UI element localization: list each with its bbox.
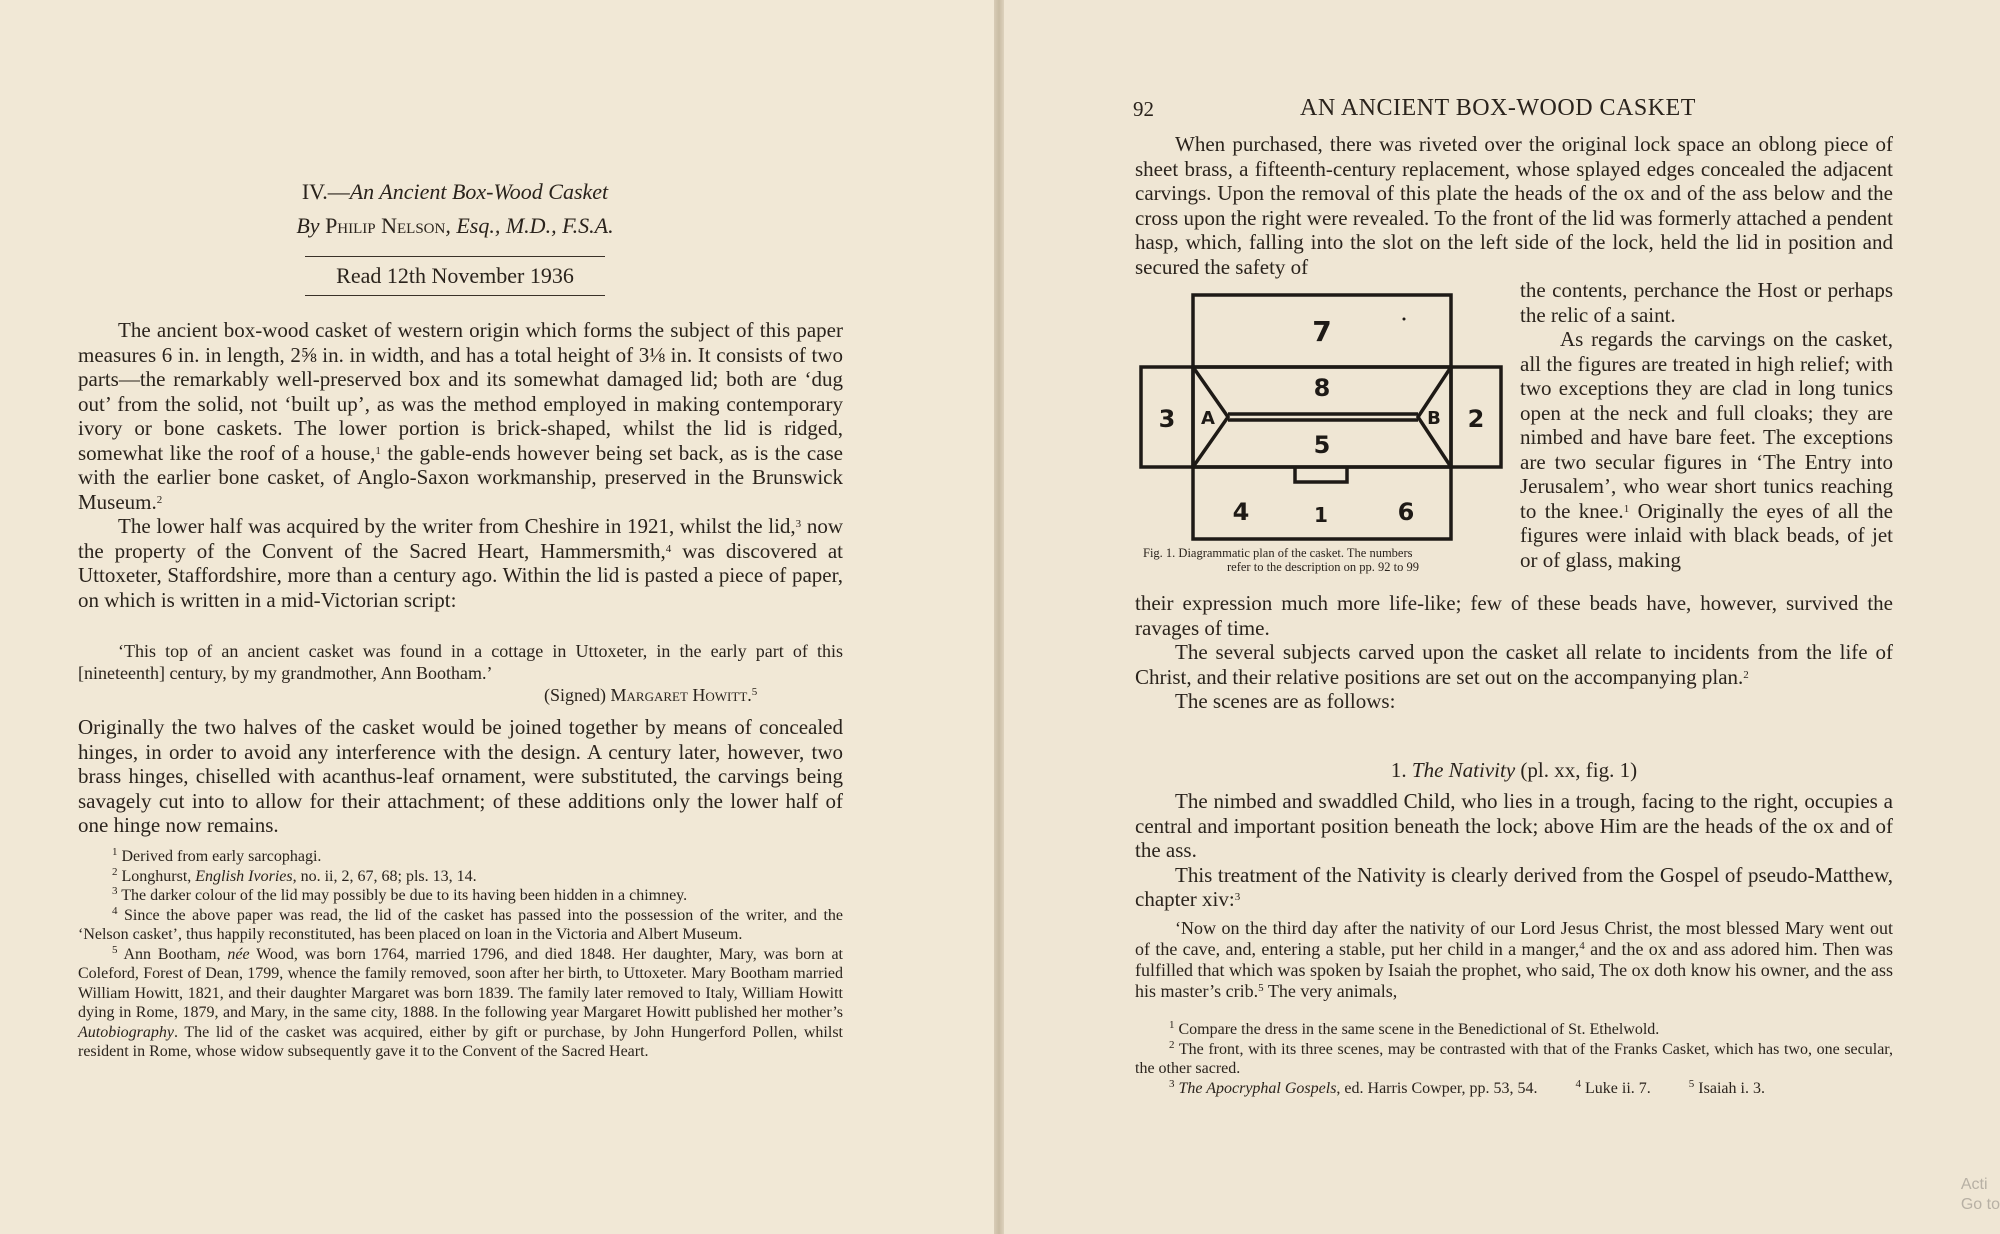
signatory-name: Margaret Howitt. xyxy=(610,685,752,705)
footnote-1: $^1$ Derived from early sarcophagi. xyxy=(112,846,322,865)
read-date: Read 12th November 1936 xyxy=(305,256,605,296)
book-gutter xyxy=(994,0,1004,1234)
signed-line: (Signed) Margaret Howitt.$^5$ xyxy=(544,685,758,705)
footnote-5: $^5$ Isaiah i. 3. xyxy=(1688,1077,1765,1097)
diagram-dot xyxy=(1403,318,1406,321)
left-body-text-2 xyxy=(78,715,843,838)
footnote-4: $^4$ Since the above paper was read, the lid of the casket has passed into the possession of the writer, and the ‘Nelson casket’, thus happily reconstituted, has been placed on loan in the Victoria and Albert Museum. xyxy=(78,904,843,943)
footnote-ref: 3 xyxy=(795,518,802,530)
label-3: 3 xyxy=(1158,405,1176,433)
label-5: 5 xyxy=(1313,431,1331,459)
page-number: 92 xyxy=(1133,97,1154,121)
label-2: 2 xyxy=(1467,405,1485,433)
footnote-ref: 2 xyxy=(156,493,163,506)
paragraph-treatment: This treatment of the Nativity is clearly derived from the Gospel of pseudo-Matthew, chapter xiv:$^3$ xyxy=(1135,862,1893,911)
paragraph-scenes-intro: The scenes are as follows: xyxy=(1175,689,1396,713)
quotation-block xyxy=(78,640,843,706)
paragraph-3: Originally the two halves of the casket would be joined together by means of concealed hinges, in order to avoid any interference with the design. A century later, however, two brass hinges, chiselled with acanthus-leaf ornament, were substituted, the carvings being savagely cut into to allow for their attachment; of these additions only the lower half of one hinge now remains. xyxy=(78,715,843,837)
footnote-3: $^3$ The Apocryphal Gospels, ed. Harris Cowper, pp. 53, 54. xyxy=(1169,1077,1538,1097)
quotation-text: ‘Now on the third day after the nativity of our Lord Jesus Christ, the most blessed Mary went out of the cave, and, entering a stable, put her child in a manger,$^4$ and the ox and ass adored him. Then was fulfilled that which was spoken by Isaiah the prophet, who said, The ox doth know his owner, and the ass his master’s crib.$^5$ The very animals, xyxy=(1135,918,1893,1001)
footnote-ref: 3 xyxy=(1234,891,1241,903)
lock-space xyxy=(1295,467,1347,482)
paragraph-2: The lower half was acquired by the writer from Cheshire in 1921, whilst the lid,$^3$ now the property of the Convent of the Sacred Heart, Hammersmith,$^4$ was discovered at Uttoxeter, Staffordshire, more than a century ago. Within the lid is pasted a piece of paper, on which is written in a mid-Victorian script: xyxy=(78,514,844,612)
footnote-2: $^2$ The front, with its three scenes, may be contrasted with that of the Franks Casket, which has two, one secular, the other sacred. xyxy=(1135,1038,1893,1077)
caption-line-2: refer to the description on pp. 92 to 99 xyxy=(1227,560,1419,574)
casket-plan-diagram xyxy=(1138,290,1503,545)
byline-by: By xyxy=(296,213,326,238)
footnote-ref: 4 xyxy=(1579,940,1585,952)
scene-heading: 1. The Nativity (pl. xx, fig. 1) xyxy=(1390,758,1638,782)
label-8: 8 xyxy=(1313,374,1331,402)
paragraph-1: The ancient box-wood casket of western origin which forms the subject of this paper measures 6 in. in length, 2⅝ in. in width, and has a total height of 3⅛ in. It consists of two parts—the remarkably well-preserved box and its somewhat damaged lid; both are ‘dug out’ from the solid, not ‘built up’, as was the method employed in making contemporary ivory or bone caskets. The lower portion is brick-shaped, whilst the lid is ridged, somewhat like the roof of a house,$^1$ the gable-ends however being set back, as is the case with the earlier bone casket, of Anglo-Saxon workmanship, preserved in the Brunswick Museum.$^2$ xyxy=(78,318,843,514)
footnote-2: $^2$ Longhurst, English Ivories, no. ii, 2, 67, 68; pls. 13, 14. xyxy=(112,865,477,885)
paragraph-subjects: The several subjects carved upon the casket all relate to incidents from the life of Christ, and their relative positions are set out on the accompanying plan.$^2$ xyxy=(1135,640,1893,689)
paragraph-nativity: The nimbed and swaddled Child, who lies in a trough, facing to the right, occupies a central and important position beneath the lock; above Him are the heads of the ox and of the ass. xyxy=(1135,789,1893,862)
author-credentials: , Esq., M.D., F.S.A. xyxy=(445,213,614,238)
right-quotation xyxy=(1135,918,1893,1002)
side-text-contents: the contents, perchance the Host or perhaps the relic of a saint. xyxy=(1520,278,1893,327)
caption-line-1: Fig. 1. Diagrammatic plan of the casket. The numbers xyxy=(1143,546,1413,560)
right-body-top xyxy=(1135,132,1893,279)
right-body-nativity xyxy=(1135,789,1893,912)
footnote-5: $^5$ Ann Bootham, née Wood, was born 1764, married 1796, and died 1848. Her daughter, Mary, was born at Coleford, Forest of Dean, 1799, whence the family removed, soon after her birth, to Uttoxeter. Mary Bootham married William Howitt, 1821, and their daughter Margaret was born 1839. The family later removed to Italy, William Howitt dying in Rome, 1879, and Mary, in the same city, 1888. In the following year Margaret Howitt published her mother’s Autobiography. The lid of the casket was acquired, either by gift or purchase, by John Hungerford Pollen, whilst resident in Rome, whose widow subsequently gave it to the Convent of the Sacred Heart. xyxy=(78,943,843,1060)
footnotes-3-5 xyxy=(1135,1079,1893,1099)
footnote-ref: 2 xyxy=(1743,668,1749,681)
footnote-ref: 4 xyxy=(665,542,672,555)
figure-caption xyxy=(1143,546,1503,574)
article-title: An Ancient Box-Wood Casket xyxy=(349,179,609,204)
footnote-3: $^3$ The darker colour of the lid may possibly be due to its having been hidden in a chimney. xyxy=(112,885,688,904)
label-b: B xyxy=(1427,408,1441,429)
label-4: 4 xyxy=(1232,498,1250,526)
label-7: 7 xyxy=(1312,315,1332,348)
footnote-1: $^1$ Compare the dress in the same scene in the Benedictional of St. Ethelwold. xyxy=(1169,1019,1660,1038)
right-body-mid xyxy=(1135,591,1893,714)
paragraph-expression: their expression much more life-like; few of these beads have, however, survived the ravages of time. xyxy=(1135,591,1893,640)
right-side-column xyxy=(1520,278,1893,572)
side-text-carvings: As regards the carvings on the casket, all the figures are treated in high relief; with two exceptions they are clad in long tunics open at the neck and full cloaks; they are nimbed and have bare feet. The exceptions are two secular figures in ‘The Entry into Jerusalem’, who wear short tunics reaching to the knee.$^1$ Originally the eyes of all the figures were inlaid with black beads, of jet or of glass, making xyxy=(1520,327,1893,572)
footnote-4: $^4$ Luke ii. 7. xyxy=(1575,1077,1651,1097)
author-name: Philip Nelson xyxy=(325,213,446,238)
scene-title: The Nativity xyxy=(1411,758,1516,782)
byline xyxy=(240,209,670,243)
footnote-ref: 1 xyxy=(1623,502,1630,515)
quotation-text: ‘This top of an ancient casket was found in a cottage in Uttoxeter, in the early part of this [nineteenth] century, by my grandmother, Ann Bootham.’ xyxy=(78,641,843,683)
footnote-ref: 1 xyxy=(375,444,381,457)
footnote-ref: 5 xyxy=(751,686,758,698)
article-number: IV.— xyxy=(301,179,350,204)
left-footnotes xyxy=(78,847,843,1062)
article-heading xyxy=(240,175,670,243)
footnote-ref: 5 xyxy=(1258,982,1264,994)
label-a: A xyxy=(1201,408,1215,429)
right-footnotes xyxy=(1135,1020,1893,1098)
paragraph-lock-space: When purchased, there was riveted over the original lock space an oblong piece of sheet brass, a fifteenth-century replacement, whose splayed edges concealed the adjacent carvings. Upon the removal of this plate the heads of the ox and of the ass below and the cross upon the right were revealed. To the front of the lid was formerly attached a pendent hasp, which, falling into the slot on the left side of the lock, held the lid in position and secured the safety of xyxy=(1135,132,1893,279)
os-activation-watermark: Acti Go to xyxy=(1960,1176,2000,1213)
article-title-line xyxy=(240,175,670,209)
label-6: 6 xyxy=(1397,498,1415,526)
left-body-text xyxy=(78,318,843,612)
label-1: 1 xyxy=(1314,503,1328,527)
running-head: AN ANCIENT BOX-WOOD CASKET xyxy=(1300,95,1696,121)
